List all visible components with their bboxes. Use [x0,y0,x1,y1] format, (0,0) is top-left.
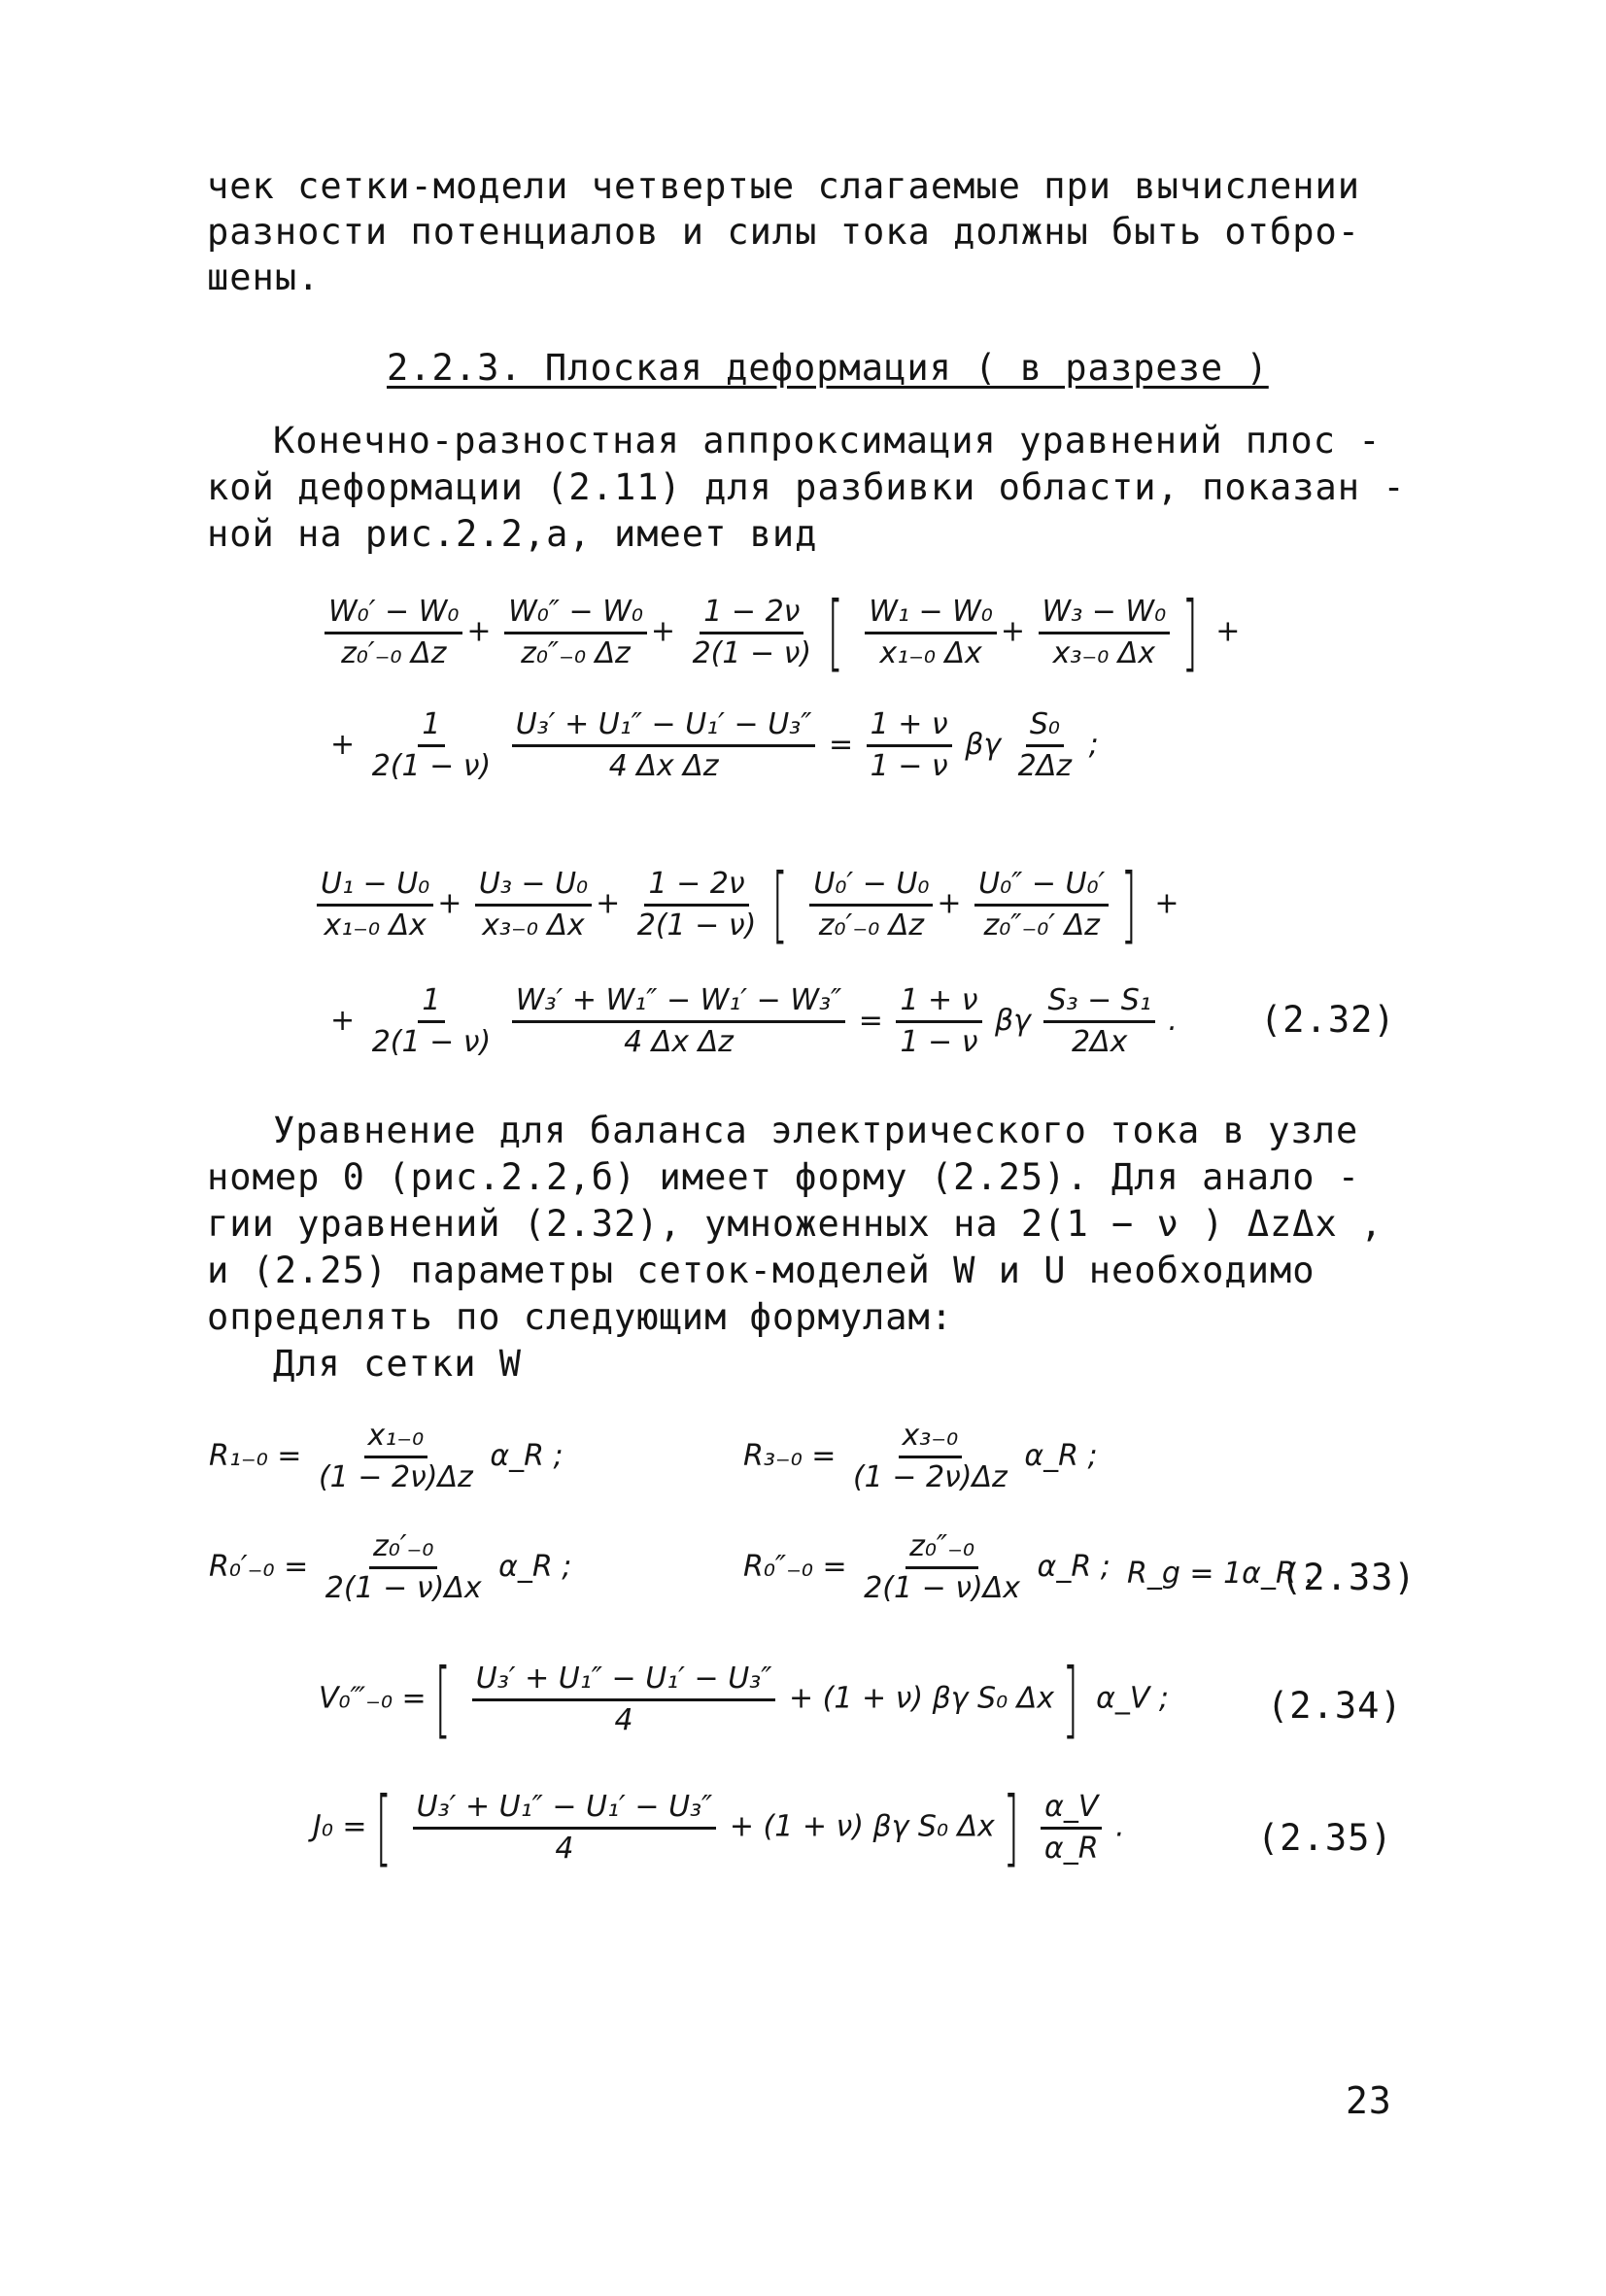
equation-2-35: J₀ =[ $\frac{\text{U₃′ + U₁″ − U₁′ − U₃″}}{4}$ + (1 + ν) βγ S₀ Δx] $\frac{\alpha\_V}{\alpha\_R}$ . [313,1779,1125,1876]
equation-number-2-35: (2.35) [1257,1817,1393,1859]
para1-line-1: Конечно-разностная аппроксимация уравнений плос - [273,420,1382,462]
equation-a-line-1: $\frac{\text{W₀′ − W₀}}{\text{z₀′₋₀ Δz}}$ + $\frac{\text{W₀″ − W₀}}{\text{z₀″₋₀ Δz}}$ + $\frac{1 - 2\nu}{2(1 - \nu)}$ [ $\frac{\text{W₁ − W₀}}{\text{x₁₋₀ Δx}}$ + $\frac{\text{W₃ − W₀}}{\text{x₃₋₀ Δx}}$ ] + [321,591,1240,674]
page-number: 23 [1346,2079,1392,2122]
equation-number-2-33: (2.33) [1281,1557,1417,1598]
equation-number-2-32: (2.32) [1260,999,1396,1041]
para2-line-4: и (2.25) параметры сеток-моделей W и U необходимо [207,1250,1316,1291]
intro-line-3: шены. [207,257,321,298]
para1-line-2: кой деформации (2.11) для разбивки области, показан - [207,466,1406,508]
para1-line-3: ной на рис.2.2,а, имеет вид [207,513,818,555]
equation-2-33-r1: R₁₋₀ = $\frac{\text{x₁₋₀}}{(1 - 2\nu)\Delta z}$ α_R ; [209,1419,564,1494]
equation-b-line-1: $\frac{\text{U₁ − U₀}}{\text{x₁₋₀ Δx}}$ + $\frac{\text{U₃ − U₀}}{\text{x₃₋₀ Δx}}$ + $\frac{1 - 2\nu}{2(1 - \nu)}$ [ $\frac{\text{U₀′ − U₀}}{\text{z₀′₋₀ Δz}}$ + $\frac{\text{U₀″ − U₀′}}{\text{z₀″₋₀′ Δz}}$ ] + [313,863,1179,946]
para2-line-3: гии уравнений (2.32), умноженных на 2(1 − ν ) ΔzΔx , [207,1203,1384,1245]
para2-line-5: определять по следующим формулам: [207,1296,954,1338]
equation-2-33-r3: R₀′₋₀ = $\frac{\text{z₀′₋₀}}{2(1 - \nu)\Delta x}$ α_R ; [209,1529,572,1605]
para2-line-2: номер 0 (рис.2.2,б) имеет форму (2.25). Для анало - [207,1156,1361,1198]
section-heading: 2.2.3. Плоская деформация ( в разрезе ) [387,347,1269,389]
equation-2-33-r5: R_g = 1α_R . [1127,1557,1315,1591]
equation-b-line-2: + $\frac{1}{2(1 - \nu)}$ $\frac{\text{W₃′ + W₁″ − W₁′ − W₃″}}{\text{4 Δx Δz}}$ = $\frac{1 + \nu}{1 - \nu}$ βγ $\frac{\text{S₃ − S₁}}{2\Delta x}$ . [330,983,1178,1059]
para2-line-6: Для сетки W [273,1343,523,1385]
equation-a-line-2: + $\frac{1}{2(1 - \nu)}$ $\frac{\text{U₃′ + U₁″ − U₁′ − U₃″}}{\text{4 Δx Δz}}$ = $\frac{1 + \nu}{1 - \nu}$ βγ $\frac{\text{S₀}}{2\Delta z}$ ; [330,707,1099,783]
intro-line-2: разности потенциалов и силы тока должны быть отбро- [207,211,1361,253]
para2-line-1: Уравнение для баланса электрического тока в узле [273,1110,1359,1151]
equation-2-34: V₀‴₋₀ =[ $\frac{\text{U₃′ + U₁″ − U₁′ − U₃″}}{4}$ + (1 + ν) βγ S₀ Δx] α_V ; [319,1651,1170,1748]
equation-number-2-34: (2.34) [1267,1685,1403,1727]
intro-line-1: чек сетки-модели четвертые слагаемые при вычислении [207,165,1361,207]
equation-2-33-r4: R₀″₋₀ = $\frac{\text{z₀″₋₀}}{2(1 - \nu)\Delta x}$ α_R ; [743,1529,1111,1605]
equation-2-33-r2: R₃₋₀ = $\frac{\text{x₃₋₀}}{(1 - 2\nu)\Delta z}$ α_R ; [743,1419,1098,1494]
